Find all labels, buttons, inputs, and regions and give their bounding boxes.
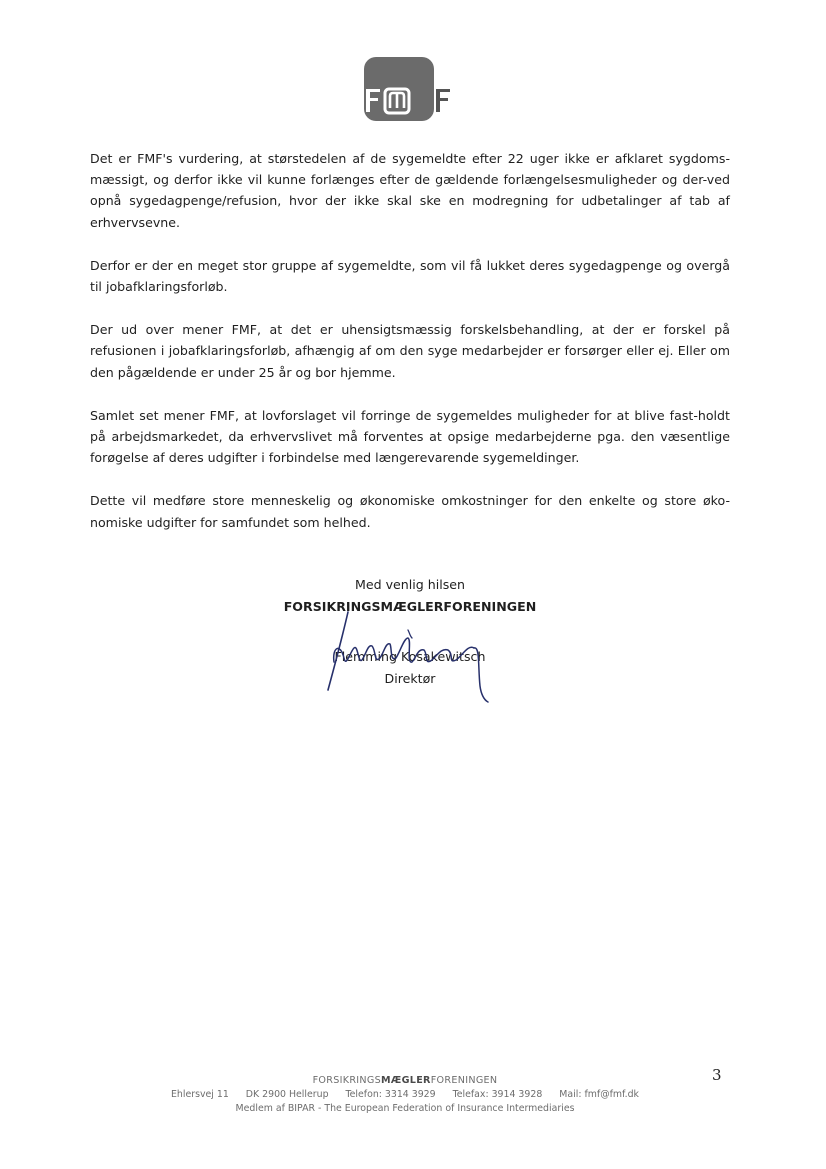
letter-footer	[100, 1074, 710, 1116]
paragraph-differential-treatment: Der ud over mener FMF, at det er uhensigtsmæssig forskelsbehandling, at der er forskel på refusionen i jobafklaringsforløb, afhængig af om den syge medarbejder er forsørger eller ej. Eller om den pågældende er under 25 år og bor hjemme.	[90, 322, 730, 380]
footer-address: Ehlersvej 11	[171, 1089, 229, 1100]
signer-name: Flemming Kosakewitsch	[334, 649, 486, 664]
letter-body	[90, 148, 730, 555]
paragraph-costs: Dette vil medføre store menneskelig og økonomiske omkostninger for den enkelte og store øko-nomiske udgifter for samfundet som helhed.	[90, 493, 730, 530]
fmf-logo	[358, 56, 464, 124]
signer-title: Direktør	[384, 671, 436, 686]
closing-greeting: Med venlig hilsen	[354, 577, 466, 592]
page-number: 3	[712, 1066, 722, 1084]
footer-fax: Telefax: 3914 3928	[452, 1089, 543, 1100]
footer-brand: FORSIKRINGSMÆGLERFORENINGEN	[312, 1075, 498, 1086]
closing-organization: FORSIKRINGSMÆGLERFORENINGEN	[283, 599, 537, 614]
footer-mail[interactable]: Mail: fmf@fmf.dk	[559, 1089, 639, 1100]
handwritten-signature	[320, 608, 500, 708]
footer-contact	[100, 1088, 710, 1102]
paragraph-overall-view: Samlet set mener FMF, at lovforslaget vil forringe de sygemeldes muligheder for at blive fast-holdt på arbejdsmarkedet, da erhvervslivet må forventes at opsige medarbejderne pga. den væsentlige forøgelse af deres udgifter i forbindelse med længerevarende sygemeldinger.	[90, 407, 730, 466]
paragraph-consequence: Derfor er der en meget stor gruppe af sygemeldte, som vil få lukket deres sygedagpenge og overgå til jobafklaringsforløb.	[90, 257, 730, 295]
footer-city: DK 2900 Hellerup	[245, 1089, 329, 1100]
footer-phone: Telefon: 3314 3929	[345, 1089, 436, 1100]
paragraph-assessment: Det er FMF's vurdering, at størstedelen af de sygemeldte efter 22 uger ikke er afklaret sygdoms-mæssigt, og derfor ikke vil kunne forlænges efter de gældende forlængelsesmuligheder og der-ved opnå sygedagpenge/refusion, hvor der ikke skal ske en modregning for udbetalinger af tab af erhvervsevne.	[90, 151, 730, 230]
footer-membership: Medlem af BIPAR - The European Federation of Insurance Intermediaries	[235, 1103, 575, 1114]
